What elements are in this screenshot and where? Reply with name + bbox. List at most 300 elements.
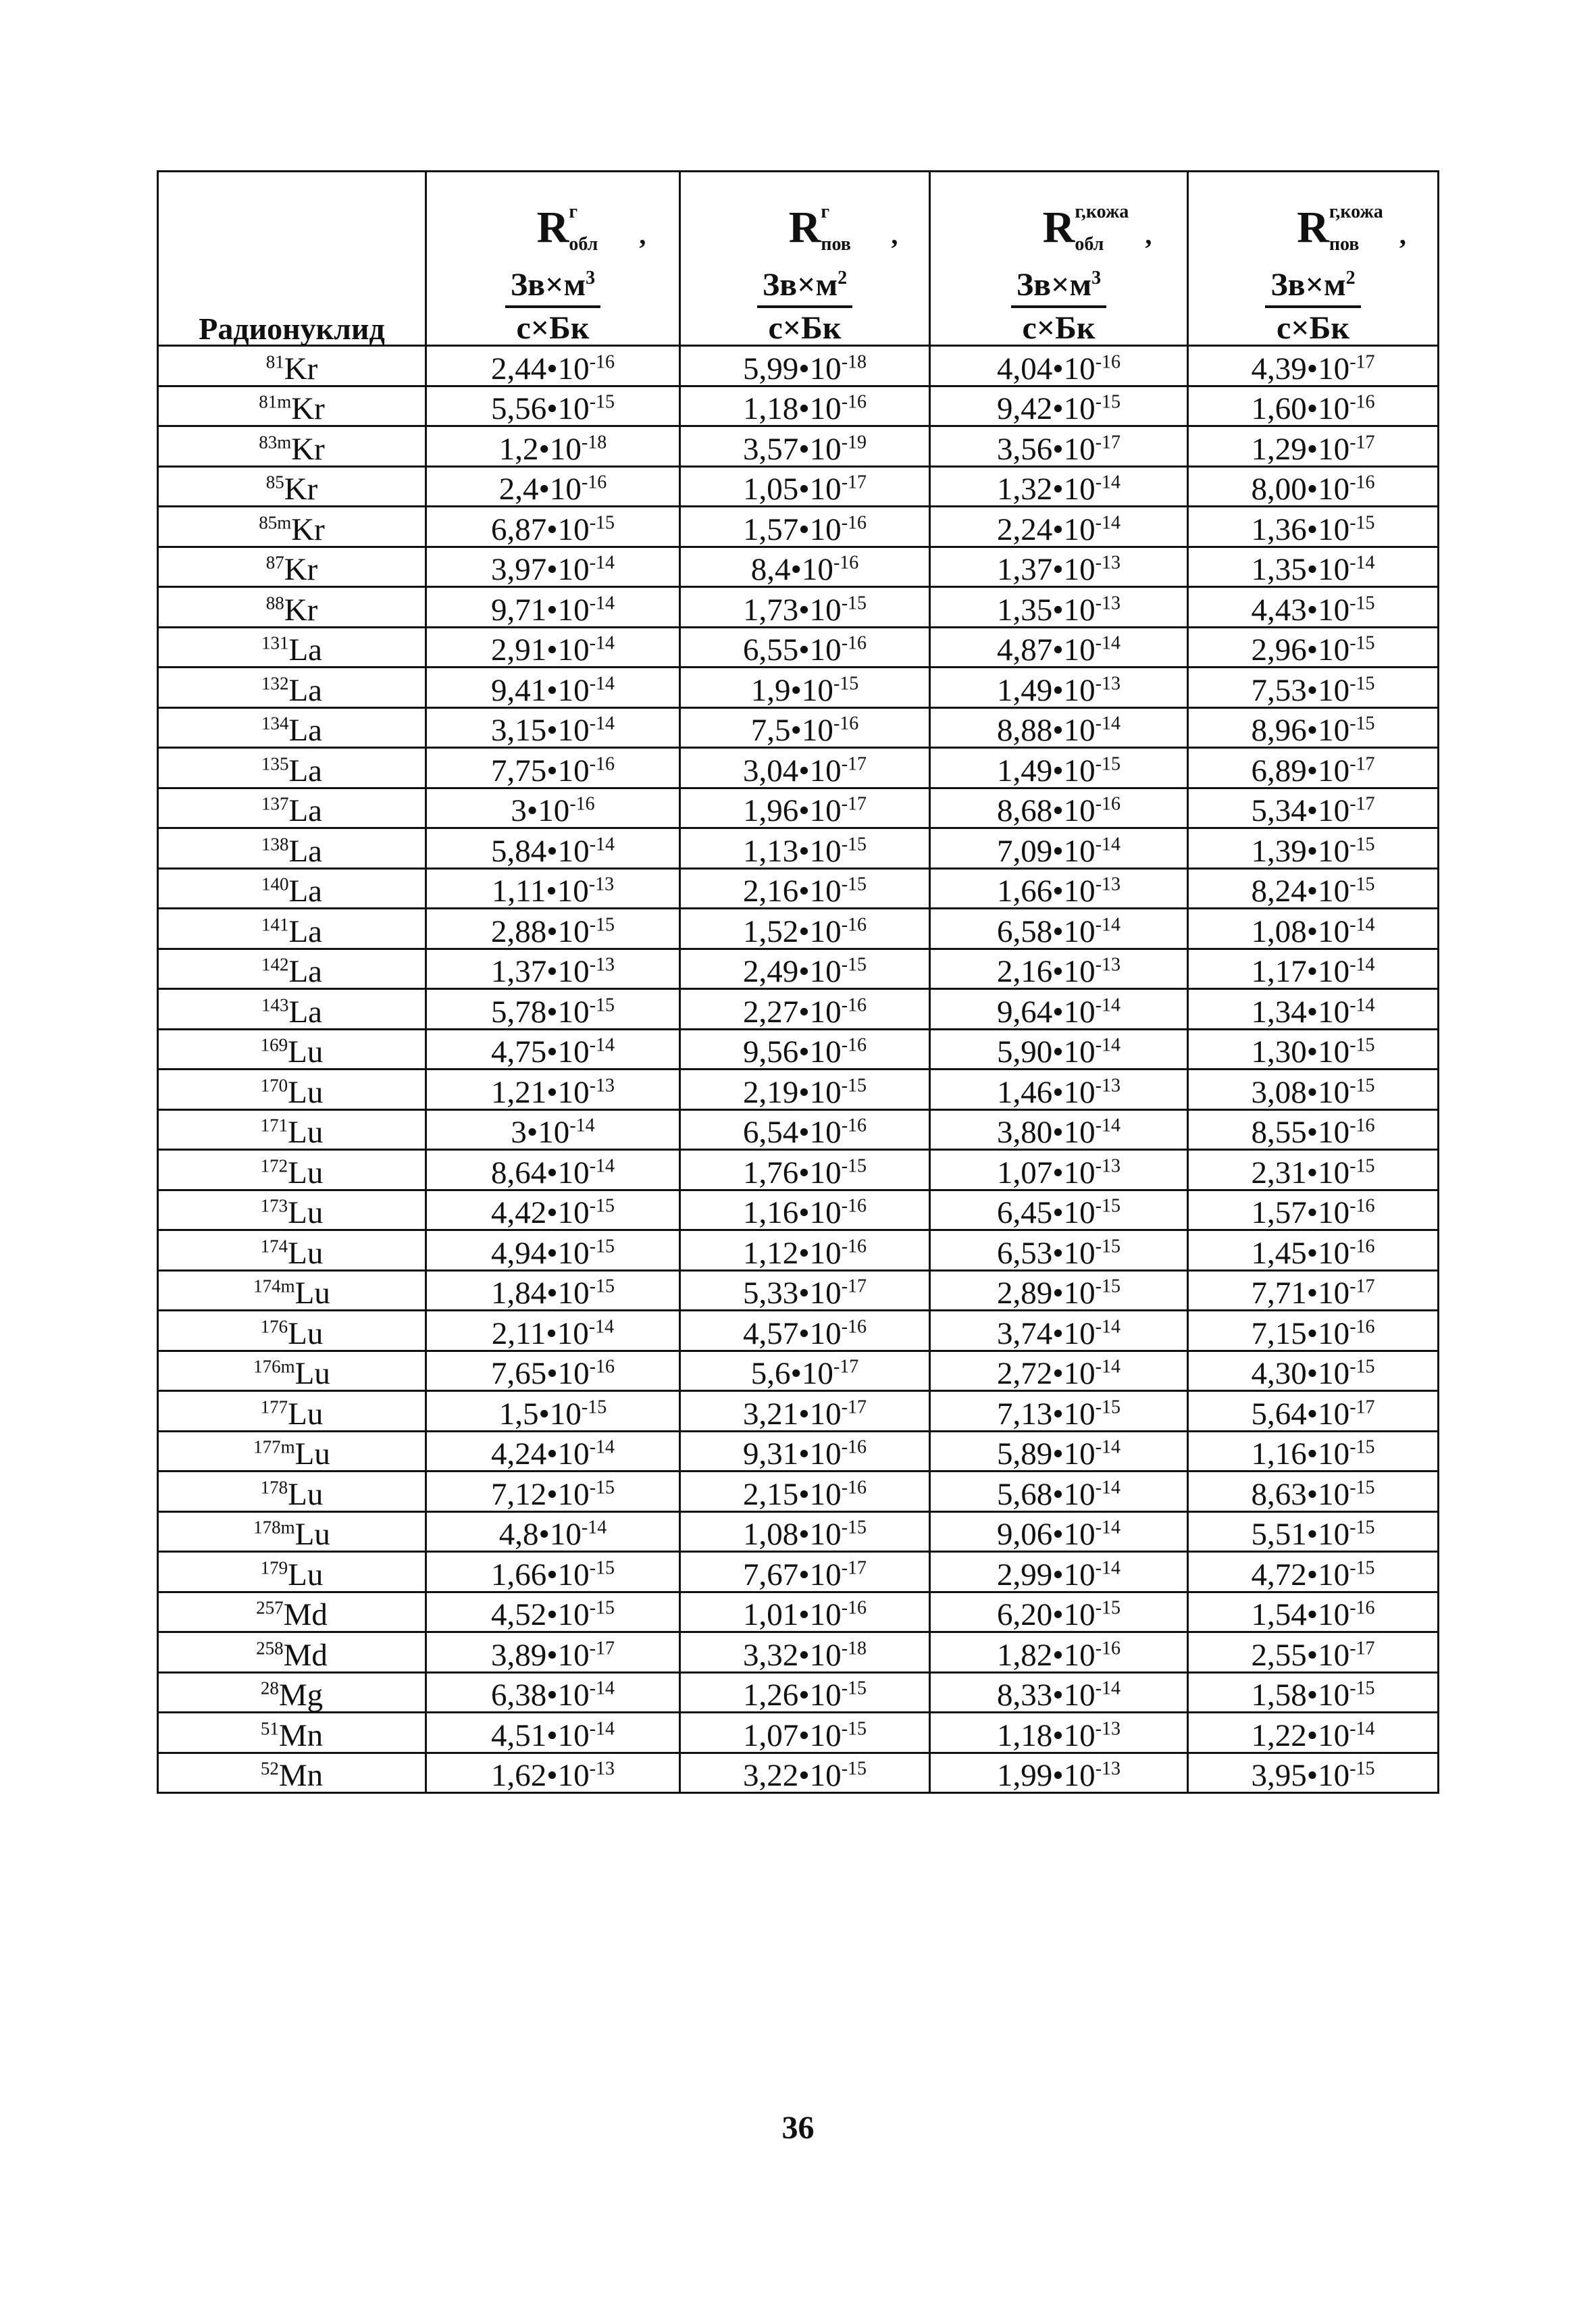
value-exponent: -14 [589,632,615,654]
value-cell [680,1431,930,1472]
value-cell [426,1632,680,1673]
value-cell [930,507,1188,547]
value-mantissa: 4,30•10 [1251,1356,1350,1391]
value-mantissa: 1,16•10 [1251,1436,1350,1472]
value-cell [426,466,680,507]
value-mantissa: 7,13•10 [996,1396,1096,1432]
comma: , [639,220,646,250]
value-cell [930,1431,1188,1472]
value-mantissa: 1,29•10 [1251,431,1350,467]
value-mantissa: 7,65•10 [490,1356,590,1391]
value-mantissa: 2,96•10 [1251,632,1350,668]
element-symbol: La [288,793,323,828]
value-exponent: -15 [1349,1074,1375,1096]
value-exponent: -17 [841,472,867,493]
nuclide-cell [158,346,426,386]
page-number: 36 [781,2110,815,2146]
value-exponent: -16 [1095,351,1121,372]
value-cell [426,587,680,628]
value-cell [930,1672,1188,1713]
value-exponent: -13 [589,1758,615,1780]
value-exponent: -17 [841,1396,867,1417]
nuclide-cell [158,386,426,426]
value-mantissa: 5,51•10 [1251,1517,1350,1552]
table-row [158,1190,1439,1230]
value-cell [1188,346,1439,386]
value-cell [426,1311,680,1351]
value-exponent: -15 [841,1678,867,1699]
value-exponent: -16 [1095,1637,1121,1659]
comma: , [891,220,898,250]
value-mantissa: 6,55•10 [742,632,842,668]
element-symbol: La [288,713,323,748]
element-symbol: La [288,833,323,869]
table-row [158,989,1439,1030]
value-exponent: -14 [589,592,615,613]
value-cell [1188,1109,1439,1150]
nuclide-cell [158,1753,426,1793]
value-cell [930,668,1188,708]
table-row [158,707,1439,748]
value-exponent: -14 [1095,1034,1121,1056]
value-exponent: -17 [589,1637,615,1659]
value-cell [930,1391,1188,1432]
value-exponent: -16 [1349,391,1375,413]
value-cell [680,426,930,467]
value-exponent: -15 [841,1717,867,1739]
value-exponent: -15 [589,391,615,413]
element-symbol: Kr [291,391,325,426]
element-symbol: La [288,913,323,949]
value-exponent: -14 [569,1115,595,1136]
value-exponent: -14 [1095,1476,1121,1498]
nuclide-cell [158,1391,426,1432]
value-cell [680,1753,930,1793]
nuclide-cell [158,547,426,587]
value-exponent: -13 [1095,592,1121,613]
value-cell [680,386,930,426]
value-cell [680,1472,930,1512]
table-row [158,1713,1439,1753]
value-cell [1188,1270,1439,1311]
value-mantissa: 1,57•10 [1251,1195,1350,1230]
nuclide-cell [158,868,426,909]
value-cell [1188,507,1439,547]
nuclide-cell [158,1230,426,1271]
mass-number: 178 [260,1476,288,1497]
value-cell [930,1632,1188,1673]
unit-denominator: с×Бк [1276,310,1350,346]
value-mantissa: 7,67•10 [742,1557,842,1592]
value-cell [1188,707,1439,748]
nuclide-cell [158,627,426,668]
value-mantissa: 4,04•10 [996,351,1096,386]
value-mantissa: 3,22•10 [742,1758,842,1793]
value-cell [1188,1431,1439,1472]
value-exponent: -14 [1095,1115,1121,1136]
value-cell [680,587,930,628]
table-row [158,949,1439,989]
value-exponent: -18 [581,431,607,453]
mass-number: 174 [260,1235,288,1256]
value-cell [426,386,680,426]
value-mantissa: 6,87•10 [490,511,590,547]
value-exponent: -16 [581,472,607,493]
value-cell [930,707,1188,748]
value-exponent: -15 [1095,391,1121,413]
mass-number: 170 [260,1074,288,1095]
value-mantissa: 1,9•10 [750,672,833,708]
value-cell [426,1351,680,1391]
value-exponent: -17 [1349,351,1375,372]
value-exponent: -13 [588,874,615,895]
value-cell [426,707,680,748]
value-exponent: -13 [1095,1717,1121,1739]
value-mantissa: 1,11•10 [491,874,589,909]
value-mantissa: 1,76•10 [742,1155,842,1190]
r-subscript: обл [1075,234,1104,255]
value-exponent: -17 [841,1276,867,1297]
table-row [158,828,1439,869]
value-mantissa: 1,16•10 [742,1195,842,1230]
value-exponent: -14 [1349,913,1375,935]
value-exponent: -17 [841,753,867,774]
mass-number: 179 [260,1557,288,1578]
table-row [158,1431,1439,1472]
value-mantissa: 2,16•10 [742,874,842,909]
value-exponent: -14 [1095,632,1121,654]
value-mantissa: 1,32•10 [996,472,1096,507]
value-mantissa: 3,80•10 [996,1115,1096,1150]
value-cell [680,1311,930,1351]
value-cell [680,466,930,507]
value-exponent: -14 [589,1155,615,1176]
value-exponent: -15 [1349,1034,1375,1056]
value-exponent: -16 [1349,1195,1375,1217]
value-exponent: -15 [1349,1476,1375,1498]
value-mantissa: 1,37•10 [996,552,1096,587]
mass-number: 85m [259,511,292,532]
mass-number: 81 [265,351,284,372]
element-symbol: La [288,874,323,909]
mass-number: 258 [256,1637,284,1658]
value-exponent: -15 [833,672,859,694]
value-mantissa: 2,99•10 [996,1557,1096,1592]
element-symbol: Lu [288,1074,324,1110]
value-cell [930,627,1188,668]
value-cell [680,507,930,547]
value-cell [426,627,680,668]
value-cell [680,346,930,386]
value-mantissa: 4,24•10 [490,1436,590,1472]
value-mantissa: 5,68•10 [996,1476,1096,1512]
value-cell [426,909,680,949]
element-symbol: La [288,994,323,1030]
value-exponent: -15 [1095,1597,1121,1619]
mass-number: 141 [261,913,289,934]
value-cell [680,707,930,748]
value-exponent: -16 [833,552,859,574]
value-cell [680,1592,930,1632]
value-cell [1188,386,1439,426]
value-exponent: -15 [1349,511,1375,533]
value-mantissa: 6,53•10 [996,1235,1096,1271]
table-row [158,909,1439,949]
value-cell [426,1552,680,1592]
nuclide-cell [158,1311,426,1351]
value-exponent: -13 [1095,874,1121,895]
element-symbol: Kr [284,592,318,628]
value-mantissa: 4,94•10 [490,1235,590,1271]
value-mantissa: 8,64•10 [490,1155,590,1190]
value-mantissa: 2,44•10 [490,351,590,386]
value-exponent: -15 [1095,1396,1121,1417]
value-mantissa: 7,75•10 [490,753,590,788]
value-exponent: -14 [589,672,615,694]
value-exponent: -15 [1349,1356,1375,1378]
value-mantissa: 4,57•10 [742,1315,842,1351]
nuclide-cell [158,1672,426,1713]
value-exponent: -16 [841,1034,867,1056]
value-cell [1188,989,1439,1030]
value-mantissa: 2,31•10 [1251,1155,1350,1190]
value-cell [426,346,680,386]
value-exponent: -14 [1095,472,1121,493]
element-symbol: La [288,672,323,708]
value-mantissa: 2,11•10 [491,1315,589,1351]
value-exponent: -14 [1095,994,1121,1015]
value-mantissa: 1,08•10 [742,1517,842,1552]
element-symbol: Kr [284,552,318,587]
value-cell [1188,828,1439,869]
table-row [158,466,1439,507]
value-mantissa: 1,45•10 [1251,1235,1350,1271]
value-mantissa: 1,58•10 [1251,1678,1350,1713]
value-mantissa: 1,30•10 [1251,1034,1350,1070]
value-cell [426,1753,680,1793]
mass-number: 28 [260,1678,279,1699]
table-row [158,1311,1439,1351]
value-exponent: -14 [589,833,615,855]
value-mantissa: 1,01•10 [742,1597,842,1632]
element-symbol: Mg [278,1678,324,1713]
value-exponent: -16 [1349,1115,1375,1136]
value-mantissa: 2,88•10 [490,913,590,949]
value-mantissa: 8,68•10 [996,793,1096,828]
value-mantissa: 2,91•10 [490,632,590,668]
unit-fraction [1011,269,1106,345]
value-cell [930,466,1188,507]
value-exponent: -13 [1095,954,1121,976]
value-cell [426,748,680,788]
mass-number: 140 [261,874,289,895]
header-row [158,172,1439,346]
element-symbol: Lu [288,1195,324,1230]
value-cell [1188,1311,1439,1351]
value-mantissa: 1,66•10 [996,874,1096,909]
value-cell [930,1190,1188,1230]
value-mantissa: 3,21•10 [742,1396,842,1432]
value-mantissa: 1,57•10 [742,511,842,547]
value-cell [426,1270,680,1311]
element-symbol: Lu [288,1315,324,1351]
unit-fraction [505,269,600,345]
value-mantissa: 5,64•10 [1251,1396,1350,1432]
value-mantissa: 1,82•10 [996,1637,1096,1673]
element-symbol: Lu [288,1115,324,1150]
value-mantissa: 3,15•10 [490,713,590,748]
value-exponent: -16 [1349,472,1375,493]
value-cell [930,1592,1188,1632]
value-cell [680,1109,930,1150]
value-exponent: -14 [589,552,615,574]
value-mantissa: 1,36•10 [1251,511,1350,547]
nuclide-cell [158,1351,426,1391]
value-exponent: -17 [1349,431,1375,453]
element-symbol: Lu [288,1034,324,1070]
value-cell [426,1150,680,1190]
element-symbol: Kr [284,351,318,386]
value-cell [426,1713,680,1753]
value-cell [930,1270,1188,1311]
value-exponent: -17 [1349,1637,1375,1659]
value-mantissa: 1,08•10 [1251,913,1350,949]
value-cell [930,1552,1188,1592]
value-exponent: -13 [1095,1074,1121,1096]
value-cell [1188,1029,1439,1070]
value-cell [680,627,930,668]
value-exponent: -16 [841,1235,867,1257]
value-cell [680,788,930,828]
value-mantissa: 1,60•10 [1251,391,1350,426]
value-cell [930,1753,1188,1793]
value-mantissa: 3•10 [511,1115,570,1150]
value-exponent: -15 [841,874,867,895]
value-mantissa: 4,8•10 [498,1517,582,1552]
value-cell [680,949,930,989]
value-cell [930,909,1188,949]
unit-power: 2 [838,268,848,288]
value-exponent: -16 [841,913,867,935]
unit-denominator: с×Бк [1022,310,1096,346]
value-exponent: -14 [1095,1678,1121,1699]
value-cell [426,1109,680,1150]
value-cell [1188,466,1439,507]
value-exponent: -18 [841,351,867,372]
value-mantissa: 1,17•10 [1251,954,1350,989]
nuclide-cell [158,507,426,547]
table-row [158,627,1439,668]
value-mantissa: 2,19•10 [742,1074,842,1110]
element-symbol: La [288,954,323,989]
value-exponent: -14 [589,1436,615,1458]
table-row [158,547,1439,587]
r-symbol: R [788,203,821,252]
value-mantissa: 3,74•10 [996,1315,1096,1351]
nuclide-cell [158,909,426,949]
value-mantissa: 6,45•10 [996,1195,1096,1230]
value-cell [680,1713,930,1753]
value-exponent: -16 [1095,793,1121,815]
value-mantissa: 1,54•10 [1251,1597,1350,1632]
value-mantissa: 5,84•10 [490,833,590,869]
value-cell [1188,1713,1439,1753]
value-exponent: -15 [1095,753,1121,774]
value-mantissa: 4,42•10 [490,1195,590,1230]
value-exponent: -15 [1095,1235,1121,1257]
nuclide-cell [158,1632,426,1673]
mass-number: 88 [265,592,284,613]
value-exponent: -15 [1349,1436,1375,1458]
value-mantissa: 1,84•10 [490,1276,590,1311]
value-exponent: -16 [841,994,867,1015]
value-cell [426,1592,680,1632]
value-cell [1188,1552,1439,1592]
element-symbol: Lu [294,1517,330,1552]
value-mantissa: 3,04•10 [742,753,842,788]
value-cell [930,1150,1188,1190]
nuclide-cell [158,828,426,869]
unit-power: 2 [1345,268,1356,288]
table-row [158,1672,1439,1713]
element-symbol: Mn [278,1717,324,1753]
value-cell [680,1029,930,1070]
value-cell [1188,748,1439,788]
value-mantissa: 5,90•10 [996,1034,1096,1070]
element-symbol: Mn [278,1758,324,1793]
value-mantissa: 5,34•10 [1251,793,1350,828]
comma: , [1145,220,1152,250]
value-exponent: -16 [841,632,867,654]
value-exponent: -13 [1095,552,1121,574]
value-cell [1188,909,1439,949]
value-mantissa: 2,49•10 [742,954,842,989]
element-symbol: Lu [294,1276,330,1311]
value-exponent: -14 [1349,1717,1375,1739]
nuclide-cell [158,1511,426,1552]
value-cell [930,587,1188,628]
element-symbol: La [288,753,323,788]
r-symbol: R [1297,203,1329,252]
value-exponent: -15 [841,833,867,855]
element-symbol: Lu [288,1155,324,1190]
nuclide-cell [158,1150,426,1190]
value-exponent: -15 [589,1597,615,1619]
value-cell [1188,1190,1439,1230]
value-mantissa: 9,41•10 [490,672,590,708]
nuclide-cell [158,1109,426,1150]
value-exponent: -15 [589,1476,615,1498]
value-exponent: -15 [841,1758,867,1780]
value-mantissa: 2,15•10 [742,1476,842,1512]
table-row [158,788,1439,828]
value-exponent: -15 [589,994,615,1015]
mass-number: 178m [253,1517,295,1538]
value-cell [426,1230,680,1271]
value-exponent: -14 [1095,713,1121,734]
value-exponent: -15 [1349,592,1375,613]
table-row [158,1511,1439,1552]
value-cell [426,426,680,467]
value-mantissa: 3•10 [511,793,570,828]
value-exponent: -15 [589,511,615,533]
value-exponent: -17 [841,1557,867,1578]
mass-number: 51 [260,1717,279,1738]
mass-number: 173 [260,1195,288,1216]
table-row [158,1472,1439,1512]
value-mantissa: 9,64•10 [996,994,1096,1030]
value-cell [680,828,930,869]
